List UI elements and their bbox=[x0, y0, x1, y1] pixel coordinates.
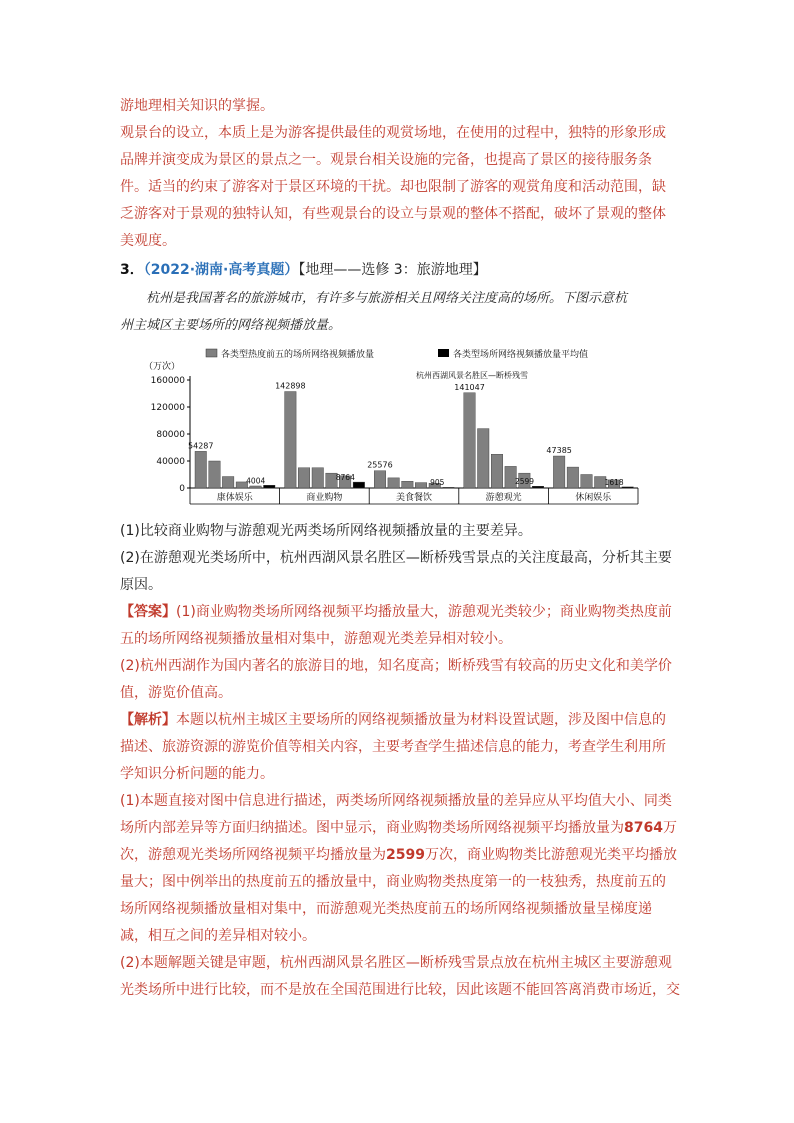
previous-analysis-line: 观景台的设立，本质上是为游客提供最佳的观赏场地，在使用的过程中，独特的形象形成 bbox=[120, 125, 666, 141]
answer-line: 五的场所网络视频播放量相对集中，游憩观光类差异相对较小。 bbox=[120, 631, 512, 647]
material-line: 州主城区主要场所的网络视频播放量。 bbox=[120, 318, 342, 333]
bar-top5 bbox=[415, 483, 427, 488]
bar-average bbox=[264, 485, 276, 488]
question-title: 【地理——选修 3：旅游地理】 bbox=[298, 262, 487, 278]
answer-line: (2)杭州西湖作为国内著名的旅游目的地，知名度高；断桥残雪有较高的历史文化和美学价 bbox=[120, 658, 672, 674]
average-value-shopping: 8764 bbox=[624, 820, 663, 836]
data-label-average: 4004 bbox=[246, 476, 266, 486]
sub-question-line: (1)比较商业购物与游憩观光两类场所网络视频播放量的主要差异。 bbox=[120, 523, 532, 539]
bar-top5 bbox=[464, 393, 476, 488]
data-label-average: 1618 bbox=[604, 477, 624, 487]
bar-top5 bbox=[195, 451, 207, 488]
answer-section bbox=[120, 599, 680, 707]
bar-top5 bbox=[298, 468, 310, 488]
bar-top5 bbox=[388, 478, 400, 488]
bar-top5 bbox=[222, 477, 234, 488]
analysis-line: 描述、旅游资源的游览价值等相关内容，主要考查学生描述信息的能力，考查学生利用所 bbox=[120, 739, 666, 755]
analysis-section bbox=[120, 707, 680, 1004]
y-axis-label: （万次） bbox=[144, 362, 181, 372]
bar-average bbox=[443, 487, 455, 488]
analysis-p1-line: 场所内部差异等方面归纳描述。图中显示，商业购物类场所网络视频平均播放量为 bbox=[120, 820, 624, 836]
analysis-label: 【解析】 bbox=[120, 712, 176, 728]
bar-average bbox=[532, 486, 544, 488]
bar-top5 bbox=[491, 454, 503, 488]
bar-top5 bbox=[581, 475, 593, 489]
analysis-p1-line: 量大；图中例举出的热度前五的播放量中，商业购物类热度第一的一枝独秀，热度前五的 bbox=[120, 874, 666, 890]
legend-swatch-average bbox=[438, 349, 449, 357]
bar-average bbox=[622, 487, 634, 488]
y-tick-label: 80000 bbox=[156, 430, 185, 440]
data-label-top1: 47385 bbox=[546, 446, 572, 456]
data-label-top1: 25576 bbox=[367, 460, 393, 470]
analysis-p1-line: 减，相互之间的差异相对较小。 bbox=[120, 928, 316, 944]
analysis-line: 学知识分析问题的能力。 bbox=[120, 766, 274, 782]
y-tick-label: 0 bbox=[179, 484, 185, 494]
bar-top5 bbox=[250, 486, 261, 488]
analysis-line: 本题以杭州主城区主要场所的网络视频播放量为材料设置试题，涉及图中信息的 bbox=[176, 712, 666, 728]
legend-swatch-top5 bbox=[206, 349, 217, 357]
question-number: 3． bbox=[120, 262, 144, 278]
y-tick-label: 160000 bbox=[150, 376, 185, 386]
analysis-p1-line: 次，游憩观光类场所网络视频平均播放量为 bbox=[120, 847, 386, 863]
answer-line: (1)商业购物类场所网络视频平均播放量大，游憩观光类较少；商业购物类热度前 bbox=[176, 604, 672, 620]
data-label-average: 905 bbox=[430, 478, 445, 487]
bar-chart bbox=[138, 342, 648, 510]
data-label-average: 8764 bbox=[335, 473, 355, 483]
legend-label-average: 各类型场所网络视频播放量平均值 bbox=[453, 350, 589, 360]
bar-top5 bbox=[285, 392, 297, 488]
previous-analysis bbox=[120, 93, 680, 255]
analysis-p2-line: (2)本题解题关键是审题，杭州西湖风景名胜区—断桥残雪景点放在杭州主城区主要游憩观 bbox=[120, 955, 672, 971]
category-label: 美食餐饮 bbox=[395, 493, 433, 503]
analysis-p1-line: (1)本题直接对图中信息进行描述，两类场所网络视频播放量的差异应从平均值大小、同类 bbox=[120, 793, 672, 809]
category-label: 休闲娱乐 bbox=[575, 493, 612, 503]
analysis-p1-unit: 万 bbox=[662, 820, 677, 836]
analysis-p1-line: 场所网络视频播放量相对集中，而游憩观光类热度前五的场所网络视频播放量呈梯度递 bbox=[120, 901, 652, 917]
sub-question-line: (2)在游憩观光类场所中，杭州西湖风景名胜区—断桥残雪景点的关注度最高，分析其主要 bbox=[120, 550, 672, 566]
category-label: 游憩观光 bbox=[485, 493, 522, 503]
y-tick-label: 40000 bbox=[156, 457, 185, 467]
chart-legend bbox=[206, 348, 588, 360]
legend-label-top5: 各类型热度前五的场所网络视频播放量 bbox=[221, 350, 375, 360]
data-label-top1: 141047 bbox=[454, 382, 485, 392]
previous-analysis-line: 品牌并演变成为景区的景点之一。观景台相关设施的完备，也提高了景区的接待服务条 bbox=[120, 152, 652, 168]
bar-top5 bbox=[209, 461, 221, 488]
bar-average bbox=[353, 482, 365, 488]
question-source: （2022·湖南·高考真题） bbox=[143, 262, 299, 278]
previous-analysis-line: 件。适当的约束了游客对于景区环境的干扰。却也限制了游客的观赏角度和活动范围，缺 bbox=[120, 179, 666, 195]
bar-top5 bbox=[312, 468, 324, 488]
chart-bars bbox=[188, 382, 633, 503]
average-value-sightseeing: 2599 bbox=[386, 847, 425, 863]
analysis-p2-line: 光类场所中进行比较，而不是放在全国范围进行比较，因此该题不能回答离消费市场近，交 bbox=[120, 982, 680, 998]
data-label-average: 2599 bbox=[514, 477, 535, 487]
question-header bbox=[120, 257, 680, 284]
material-line: 杭州是我国著名的旅游城市，有许多与旅游相关且网络关注度高的场所。下图示意杭 bbox=[146, 291, 628, 306]
sub-questions bbox=[120, 518, 680, 599]
bar-top5 bbox=[374, 471, 386, 488]
category-label: 商业购物 bbox=[306, 493, 343, 503]
y-tick-label: 120000 bbox=[150, 403, 185, 413]
answer-label: 【答案】 bbox=[120, 604, 176, 620]
bar-top5 bbox=[553, 456, 565, 488]
previous-analysis-line: 美观度。 bbox=[120, 233, 176, 249]
bar-top5 bbox=[402, 481, 414, 488]
sub-question-line: 原因。 bbox=[120, 577, 162, 593]
previous-analysis-tail: 游地理相关知识的掌握。 bbox=[120, 98, 274, 114]
analysis-p1-line: 万次，商业购物类比游憩观光类平均播放 bbox=[424, 847, 677, 863]
bar-top5 bbox=[478, 429, 490, 488]
previous-analysis-line: 乏游客对于景观的独特认知，有些观景台的设立与景观的整体不搭配，破坏了景观的整体 bbox=[120, 206, 666, 222]
question-material bbox=[120, 285, 680, 339]
data-label-top1: 54287 bbox=[188, 441, 214, 451]
answer-line: 值，游览价值高。 bbox=[120, 685, 232, 701]
category-label: 康体娱乐 bbox=[216, 493, 253, 503]
bar-top5 bbox=[567, 467, 579, 488]
data-label-top1: 142898 bbox=[275, 381, 306, 391]
chart-annotation: 杭州西湖风景名胜区—断桥残雪 bbox=[416, 371, 528, 380]
